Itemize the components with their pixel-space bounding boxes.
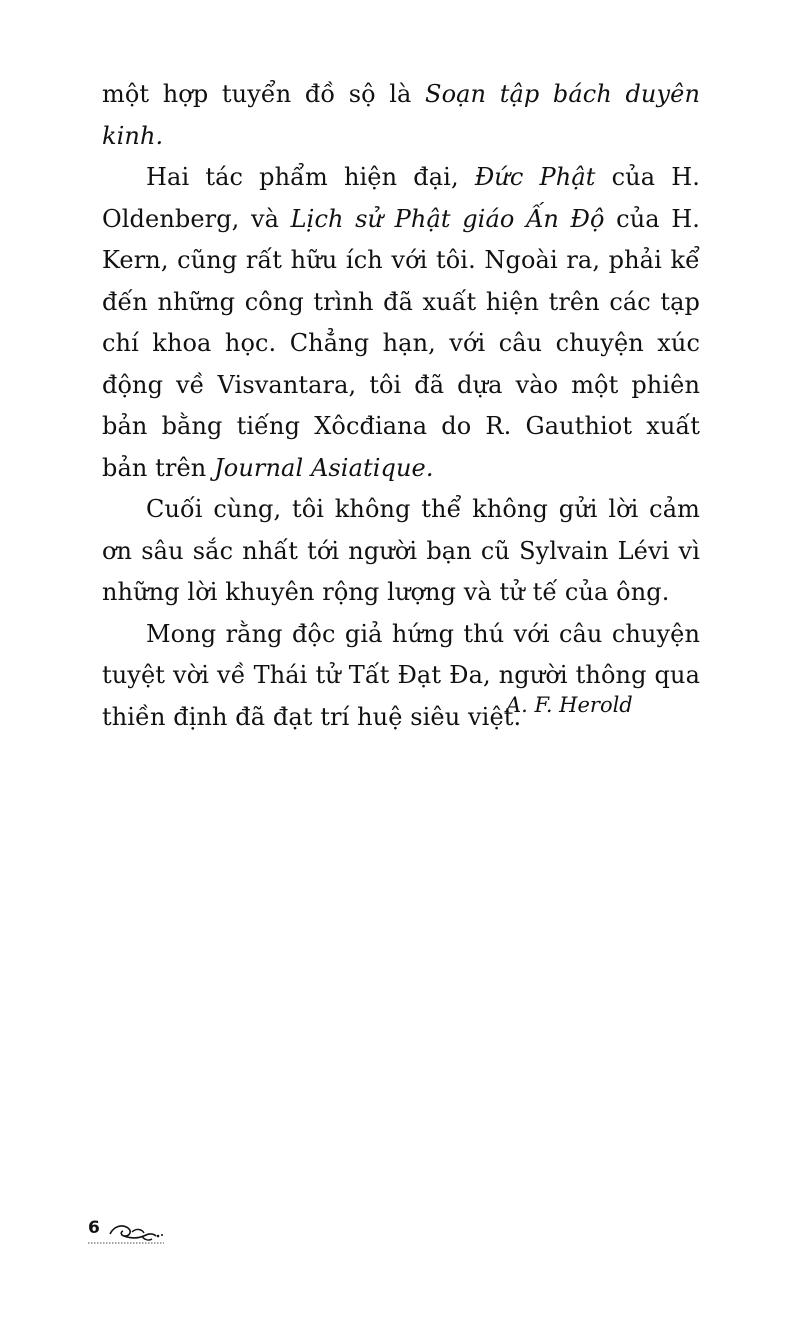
- author-signature: A. F. Herold: [506, 693, 633, 717]
- paragraph: [102, 489, 700, 614]
- paragraph: [102, 157, 700, 489]
- text-run: Hai tác phẩm hiện đại,: [146, 163, 475, 191]
- text-run: Mong rằng độc giả hứng thú với câu chuyện tuyệt vời về Thái tử Tất Đạt Đa, người thông qua thiền định đã đạt trí huệ siêu việt.: [102, 619, 700, 731]
- text-run: Cuối cùng, tôi không thể không gửi lời cảm ơn sâu sắc nhất tới người bạn cũ Sylvain Lévi vì những lời khuyên rộng lượng và tử tế của ông.: [102, 495, 700, 606]
- italic-title: Journal Asiatique.: [214, 453, 434, 482]
- italic-title: Đức Phật: [474, 163, 596, 191]
- text-run: của H. Kern, cũng rất hữu ích với tôi. Ngoài ra, phải kể đến những công trình đã xuất hiện trên các tạp chí khoa học. Chẳng hạn, với câu chuyện xúc động về Visvantara, tôi đã dựa vào một phiên bản bằng tiếng Xôcđiana do R. Gauthiot xuất bản trên: [102, 204, 700, 482]
- body-text: [102, 74, 700, 738]
- paragraph: [102, 74, 700, 157]
- italic-title: Lịch sử Phật giáo Ấn Độ: [290, 204, 605, 233]
- italic-title: Soạn tập bách duyên kinh.: [102, 80, 700, 150]
- text-run: của H. Oldenberg, và: [102, 163, 700, 233]
- page-number: 6: [88, 1218, 100, 1238]
- text-run: một hợp tuyển đồ sộ là: [102, 80, 426, 108]
